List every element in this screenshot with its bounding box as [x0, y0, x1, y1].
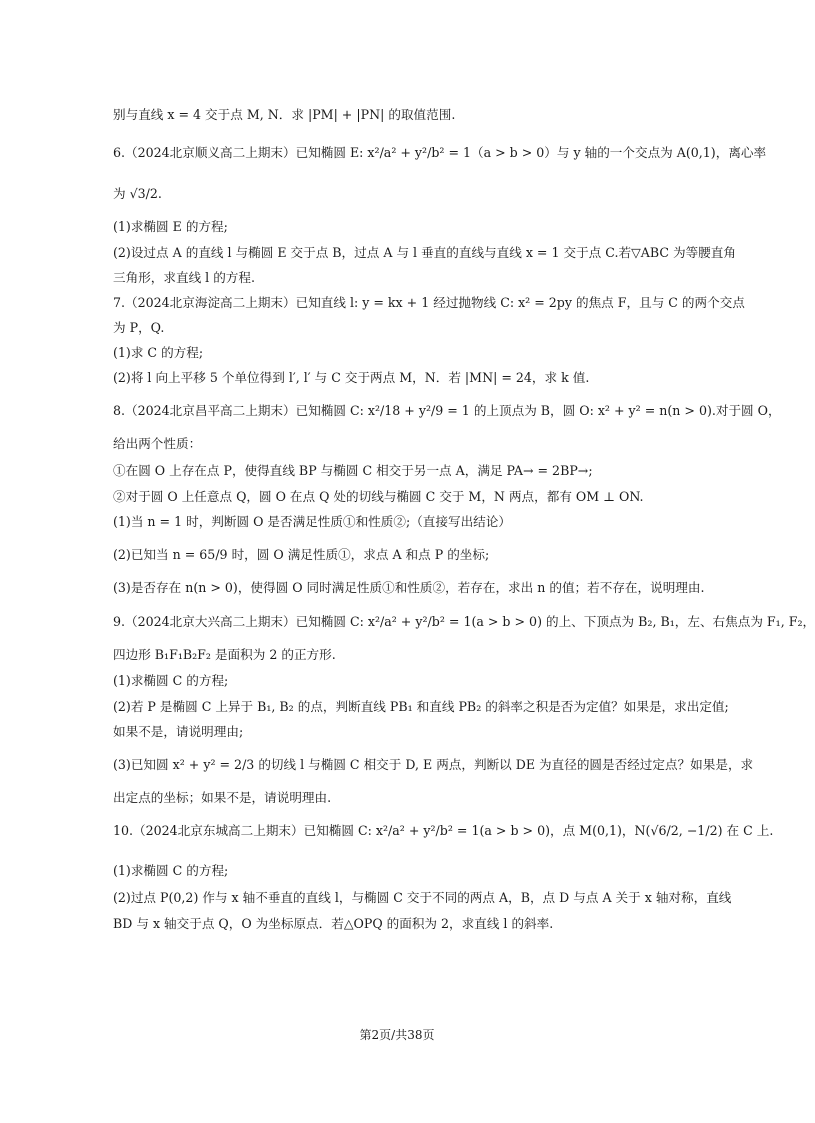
text-line: 6.（2024北京顺义高二上期末）已知椭圆 E: x²/a² + y²/b² = 1（a > b > 0）与 y 轴的一个交点为 A(0,1)，离心率 — [113, 145, 767, 160]
text-line: (3)是否存在 n(n > 0)，使得圆 O 同时满足性质①和性质②，若存在，求出 n 的值；若不存在，说明理由. — [113, 580, 705, 595]
text-line: 7.（2024北京海淀高二上期末）已知直线 l: y = kx + 1 经过抛物线 C: x² = 2py 的焦点 F，且与 C 的两个交点 — [113, 295, 745, 310]
text-line: 10.（2024北京东城高二上期末）已知椭圆 C: x²/a² + y²/b² = 1(a > b > 0)，点 M(0,1)，N(√6/2, −1/2) 在 C 上. — [113, 823, 774, 838]
text-line: 如果不是，请说明理由; — [113, 724, 244, 739]
text-line: (1)当 n = 1 时，判断圆 O 是否满足性质①和性质②;（直接写出结论） — [113, 514, 511, 529]
text-line: BD 与 x 轴交于点 Q，O 为坐标原点．若△OPQ 的面积为 2，求直线 l 的斜率. — [113, 916, 554, 931]
text-line: 8.（2024北京昌平高二上期末）已知椭圆 C: x²/18 + y²/9 = 1 的上顶点为 B，圆 O: x² + y² = n(n > 0).对于圆 O， — [113, 403, 781, 418]
text-line: (1)求椭圆 C 的方程; — [113, 863, 229, 878]
text-line: 出定点的坐标；如果不是，请说明理由. — [113, 790, 332, 805]
text-line: 为 √3/2. — [113, 186, 162, 201]
text-line: 9.（2024北京大兴高二上期末）已知椭圆 C: x²/a² + y²/b² = 1(a > b > 0) 的上、下顶点为 B₂, B₁，左、右焦点为 F₁, F₂， — [113, 614, 815, 629]
text-line: (2)若 P 是椭圆 C 上异于 B₁, B₂ 的点，判断直线 PB₁ 和直线 PB₂ 的斜率之积是否为定值？如果是，求出定值; — [113, 699, 729, 714]
text-line: (1)求 C 的方程; — [113, 345, 204, 360]
text-line: (2)过点 P(0,2) 作与 x 轴不垂直的直线 l，与椭圆 C 交于不同的两点 A，B，点 D 与点 A 关于 x 轴对称，直线 — [113, 890, 732, 905]
text-line: (1)求椭圆 C 的方程; — [113, 673, 229, 688]
text-line: (3)已知圆 x² + y² = 2/3 的切线 l 与椭圆 C 相交于 D, E 两点，判断以 DE 为直径的圆是否经过定点？如果是，求 — [113, 757, 754, 772]
page-footer: 第2页/共38页 — [359, 1028, 435, 1042]
text-line: 为 P，Q. — [113, 320, 165, 335]
text-line: 给出两个性质： — [113, 436, 202, 451]
text-line: 三角形，求直线 l 的方程. — [113, 270, 255, 285]
text-line: (2)已知当 n = 65/9 时，圆 O 满足性质①，求点 A 和点 P 的坐标; — [113, 547, 490, 562]
text-line: (2)设过点 A 的直线 l 与椭圆 E 交于点 B，过点 A 与 l 垂直的直线与直线 x = 1 交于点 C.若▽ABC 为等腰直角 — [113, 245, 736, 260]
text-line: (2)将 l 向上平移 5 个单位得到 l′, l′ 与 C 交于两点 M，N．若 |MN| = 24，求 k 值. — [113, 370, 590, 385]
text-line: ①在圆 O 上存在点 P，使得直线 BP 与椭圆 C 相交于另一点 A，满足 PA→ = 2BP→; — [113, 463, 593, 478]
text-line: 四边形 B₁F₁B₂F₂ 是面积为 2 的正方形. — [113, 647, 336, 662]
text-line: ②对于圆 O 上任意点 Q，圆 O 在点 Q 处的切线与椭圆 C 交于 M，N 两点，都有 OM ⊥ ON. — [113, 489, 644, 504]
text-line: (1)求椭圆 E 的方程; — [113, 219, 228, 234]
text-line: 别与直线 x = 4 交于点 M, N．求 |PM| + |PN| 的取值范围. — [113, 107, 456, 122]
